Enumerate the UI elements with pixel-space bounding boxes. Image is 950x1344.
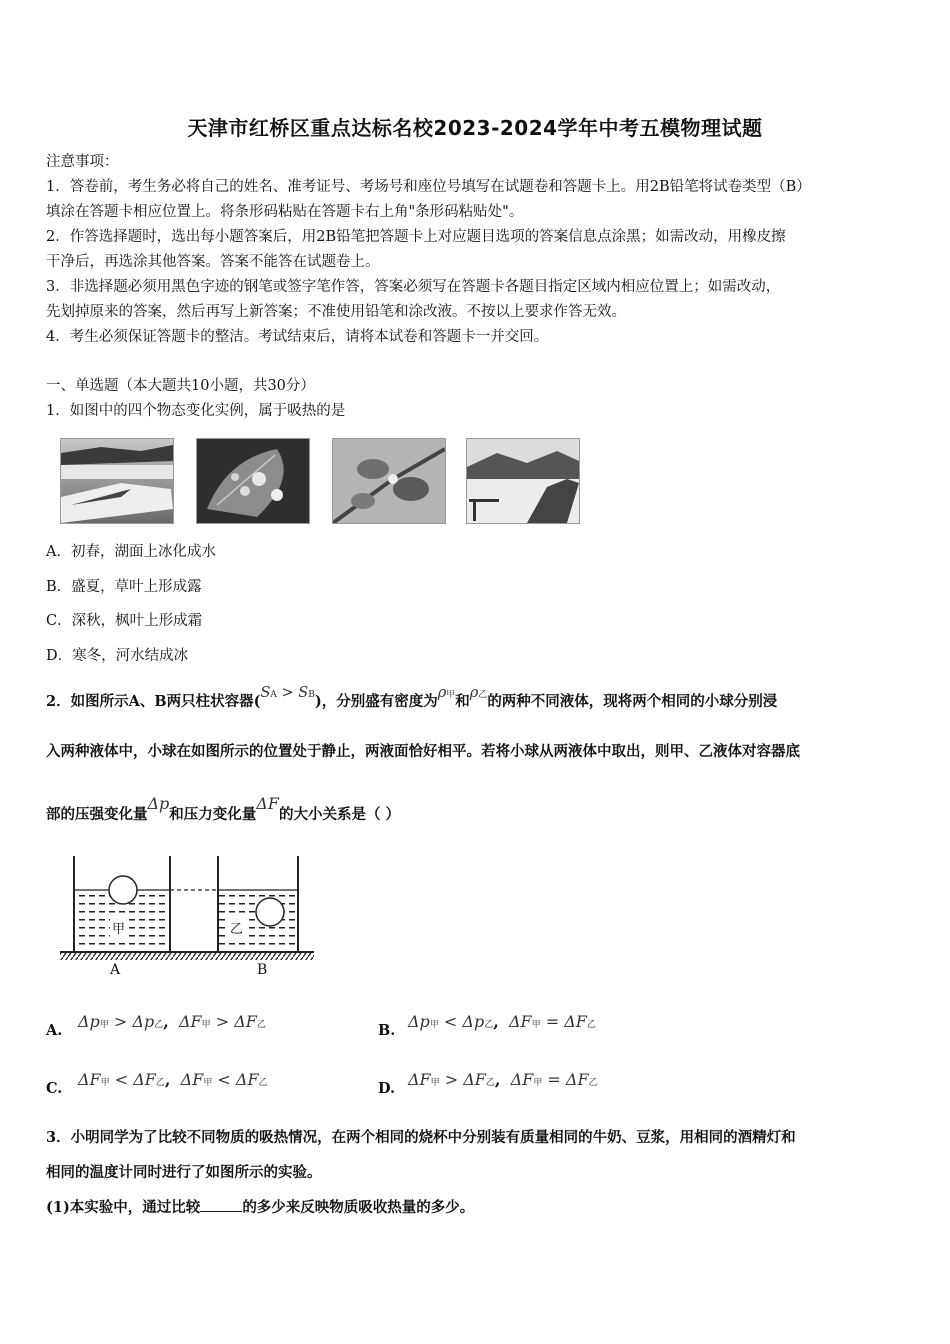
notice-line: 1．答卷前，考生务必将自己的姓名、准考证号、考场号和座位号填写在试题卷和答题卡上。用2B铅笔将试卷类型（B） bbox=[46, 179, 811, 195]
q2-option-b-letter: B. bbox=[378, 1022, 396, 1039]
option-a: A．初春，湖面上冰化成水 bbox=[46, 544, 216, 560]
ball-a bbox=[109, 876, 137, 904]
page-title: 天津市红桥区重点达标名校2023-2024学年中考五模物理试题 bbox=[187, 116, 763, 140]
dew-leaf-photo bbox=[196, 438, 310, 524]
q2-option-c-letter: C. bbox=[46, 1080, 63, 1097]
question-3-line-3: (1)本实验中，通过比较 的多少来反映物质吸收热量的多少。 bbox=[46, 1199, 475, 1216]
q2-option-a-letter: A. bbox=[46, 1022, 63, 1039]
question-3-line-2: 相同的温度计同时进行了如图所示的实验。 bbox=[46, 1164, 322, 1181]
ice-melting-photo bbox=[60, 438, 174, 524]
frost-leaf-photo bbox=[332, 438, 446, 524]
q2-option-a: Δp甲 > Δp乙, ΔF甲 > ΔF乙 bbox=[78, 1012, 266, 1031]
option-c: C．深秋，枫叶上形成霜 bbox=[46, 613, 203, 629]
ball-b bbox=[256, 898, 284, 926]
q2-option-c: ΔF甲 < ΔF乙, ΔF甲 < ΔF乙 bbox=[78, 1070, 268, 1089]
question-2-line-3: 部的压强变化量Δp和压力变化量ΔF的大小关系是（ ） bbox=[46, 794, 401, 823]
container-b-label: B bbox=[257, 962, 268, 978]
liquid-yi-label: 乙 bbox=[228, 918, 245, 937]
container-a-label: A bbox=[110, 962, 121, 978]
question-2-line-2: 入两种液体中，小球在如图所示的位置处于静止，两液面恰好相平。若将小球从两液体中取出，则甲、乙液体对容器底 bbox=[46, 743, 800, 760]
answer-blank bbox=[200, 1197, 242, 1212]
question-1-stem: 1．如图中的四个物态变化实例，属于吸热的是 bbox=[46, 403, 346, 419]
q2-option-d-letter: D. bbox=[378, 1080, 396, 1097]
q2-option-b: Δp甲 < Δp乙, ΔF甲 = ΔF乙 bbox=[408, 1012, 596, 1031]
question-3-line-1: 3．小明同学为了比较不同物质的吸热情况，在两个相同的烧杯中分别装有质量相同的牛奶、豆浆，用相同的酒精灯和 bbox=[46, 1129, 796, 1146]
containers-diagram bbox=[48, 852, 318, 980]
section-heading: 一、单选题（本大题共10小题，共30分） bbox=[46, 378, 315, 394]
notice-line: 4．考生必须保证答题卡的整洁。考试结束后，请将本试卷和答题卡一并交回。 bbox=[46, 329, 549, 345]
option-d: D．寒冬，河水结成冰 bbox=[46, 648, 189, 664]
notice-heading: 注意事项： bbox=[46, 154, 119, 170]
option-b: B．盛夏，草叶上形成露 bbox=[46, 579, 202, 595]
notice-line: 先划掉原来的答案，然后再写上新答案；不准使用铅笔和涂改液。不按以上要求作答无效。 bbox=[46, 304, 626, 320]
q2-option-d: ΔF甲 > ΔF乙, ΔF甲 = ΔF乙 bbox=[408, 1070, 598, 1089]
notice-line: 填涂在答题卡相应位置上。将条形码粘贴在答题卡右上角"条形码粘贴处"。 bbox=[46, 204, 524, 220]
question-2-line-1: 2．如图所示A、B两只柱状容器(SA > SB)，分别盛有密度为ρ甲和ρ乙的两种不同液体，现将两个相同的小球分别浸 bbox=[46, 685, 778, 710]
liquid-jia-label: 甲 bbox=[110, 918, 127, 937]
frozen-river-photo bbox=[466, 438, 580, 524]
notice-line: 2．作答选择题时，选出每小题答案后，用2B铅笔把答题卡上对应题目选项的答案信息点涂黑；如需改动，用橡皮擦 bbox=[46, 229, 786, 245]
notice-line: 干净后，再选涂其他答案。答案不能答在试题卷上。 bbox=[46, 254, 380, 270]
notice-line: 3．非选择题必须用黑色字迹的钢笔或签字笔作答，答案必须写在答题卡各题目指定区域内相应位置上；如需改动， bbox=[46, 279, 781, 295]
